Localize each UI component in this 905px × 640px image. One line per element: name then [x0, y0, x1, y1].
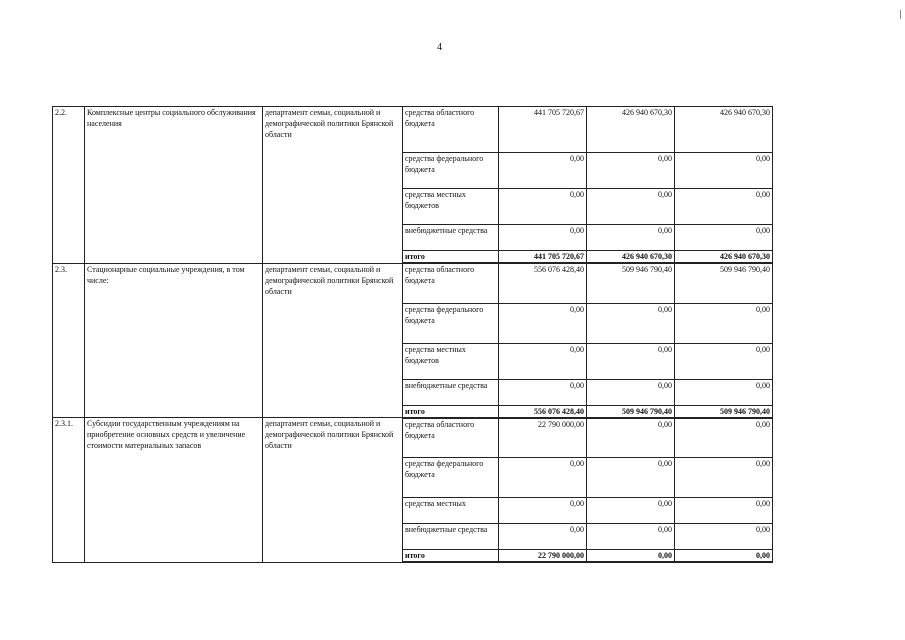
- value-cell: 0,00: [675, 303, 773, 343]
- value-cell: 0,00: [499, 189, 587, 225]
- department: департамент семьи, социальной и демографической политики Брянской области: [263, 107, 403, 264]
- value-cell: 0,00: [499, 153, 587, 189]
- value-cell: 426 940 670,30: [675, 251, 773, 264]
- funding-source: итого: [403, 405, 499, 418]
- section-name: Субсидии государственным учреждениям на приобретение основных средств и увеличение стоимости материальных запасов: [85, 418, 263, 563]
- value-cell: 0,00: [675, 524, 773, 550]
- funding-source: средства областного бюджета: [403, 418, 499, 458]
- value-cell: 0,00: [587, 379, 675, 405]
- value-cell: 0,00: [587, 498, 675, 524]
- funding-source: средства местных: [403, 498, 499, 524]
- value-cell: 0,00: [587, 550, 675, 563]
- funding-source: средства местных бюджетов: [403, 343, 499, 379]
- value-cell: 426 940 670,30: [587, 107, 675, 153]
- value-cell: 0,00: [587, 303, 675, 343]
- value-cell: 0,00: [587, 458, 675, 498]
- value-cell: 0,00: [675, 343, 773, 379]
- section-number: 2.2.: [53, 107, 85, 264]
- section-name: Комплексные центры социального обслуживания населения: [85, 107, 263, 264]
- funding-source: итого: [403, 550, 499, 563]
- value-cell: 556 076 428,40: [499, 405, 587, 418]
- funding-source: средства федерального бюджета: [403, 458, 499, 498]
- value-cell: 0,00: [499, 303, 587, 343]
- value-cell: 0,00: [675, 379, 773, 405]
- value-cell: 0,00: [675, 458, 773, 498]
- funding-source: средства местных бюджетов: [403, 189, 499, 225]
- department: департамент семьи, социальной и демографической политики Брянской области: [263, 418, 403, 563]
- section-name: Стационарные социальные учреждения, в том числе:: [85, 263, 263, 418]
- table-row: [53, 418, 773, 458]
- table-row: [53, 107, 773, 153]
- value-cell: 441 705 720,67: [499, 251, 587, 264]
- value-cell: 0,00: [675, 550, 773, 563]
- page-number: 4: [437, 42, 442, 53]
- value-cell: 0,00: [587, 418, 675, 458]
- value-cell: 0,00: [587, 524, 675, 550]
- value-cell: 0,00: [499, 458, 587, 498]
- value-cell: 426 940 670,30: [587, 251, 675, 264]
- value-cell: 0,00: [587, 343, 675, 379]
- value-cell: 0,00: [675, 418, 773, 458]
- value-cell: 0,00: [675, 189, 773, 225]
- value-cell: 0,00: [675, 225, 773, 251]
- section-number: 2.3.: [53, 263, 85, 418]
- budget-table-body: [53, 107, 773, 563]
- value-cell: 426 940 670,30: [675, 107, 773, 153]
- value-cell: 556 076 428,40: [499, 263, 587, 303]
- value-cell: 0,00: [587, 189, 675, 225]
- funding-source: средства федерального бюджета: [403, 153, 499, 189]
- funding-source: внебюджетные средства: [403, 379, 499, 405]
- scan-mark: [900, 10, 901, 19]
- value-cell: 0,00: [675, 153, 773, 189]
- value-cell: 509 946 790,40: [587, 263, 675, 303]
- department: департамент семьи, социальной и демографической политики Брянской области: [263, 263, 403, 418]
- value-cell: 0,00: [499, 343, 587, 379]
- value-cell: 441 705 720,67: [499, 107, 587, 153]
- value-cell: 0,00: [587, 153, 675, 189]
- funding-source: средства областного бюджета: [403, 263, 499, 303]
- funding-source: итого: [403, 251, 499, 264]
- value-cell: 22 790 000,00: [499, 418, 587, 458]
- value-cell: 22 790 000,00: [499, 550, 587, 563]
- funding-source: средства федерального бюджета: [403, 303, 499, 343]
- funding-source: средства областного бюджета: [403, 107, 499, 153]
- table-row: [53, 263, 773, 303]
- value-cell: 0,00: [499, 498, 587, 524]
- value-cell: 0,00: [499, 524, 587, 550]
- value-cell: 509 946 790,40: [675, 405, 773, 418]
- value-cell: 509 946 790,40: [675, 263, 773, 303]
- value-cell: 0,00: [499, 225, 587, 251]
- value-cell: 0,00: [587, 225, 675, 251]
- funding-source: внебюджетные средства: [403, 524, 499, 550]
- value-cell: 0,00: [675, 498, 773, 524]
- value-cell: 509 946 790,40: [587, 405, 675, 418]
- budget-table: [52, 106, 773, 563]
- funding-source: внебюджетные средства: [403, 225, 499, 251]
- section-number: 2.3.1.: [53, 418, 85, 563]
- value-cell: 0,00: [499, 379, 587, 405]
